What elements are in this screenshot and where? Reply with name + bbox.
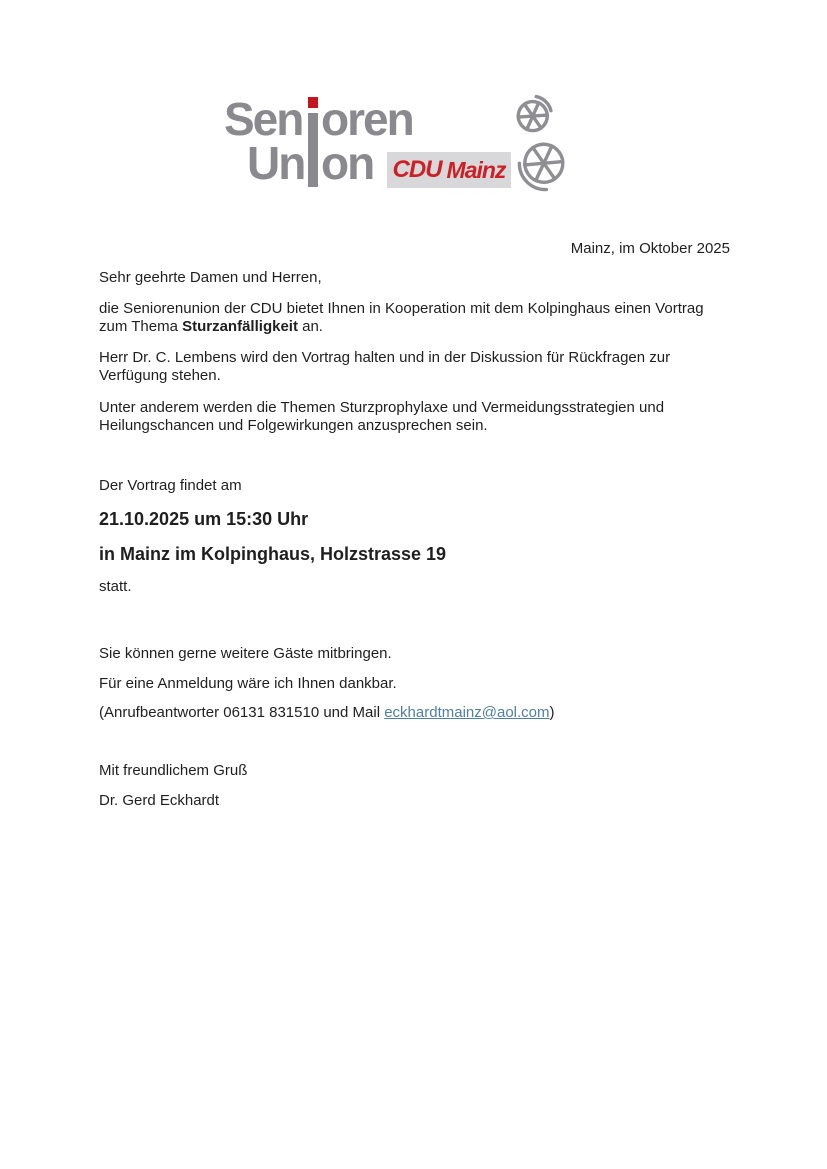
contact-text-after: ) [549, 704, 555, 721]
senioren-union-logo [224, 93, 594, 198]
dateline: Mainz, im Oktober 2025 [570, 240, 730, 257]
logo-word-on: on [321, 137, 374, 189]
guests-line: Sie können gerne weitere Gäste mitbringen. [99, 645, 392, 662]
contact-line [99, 704, 730, 722]
paragraph-themes: Unter anderem werden die Themen Sturzprophylaxe und Vermeidungsstrategien und Heilungschancen und Folgewirkungen anzusprechen sein. [99, 399, 665, 434]
register-line: Für eine Anmeldung wäre ich Ihnen dankbar. [99, 674, 397, 692]
letter-body [99, 240, 730, 810]
salutation: Sehr geehrte Damen und Herren, [99, 268, 322, 286]
logo-word-oren: oren [321, 93, 413, 145]
email-link[interactable]: eckhardtmainz@aol.com [384, 704, 550, 721]
topic-text-before: die Seniorenunion der CDU bietet Ihnen in Kooperation mit dem Kolpinghaus einen Vortrag zum Thema [99, 300, 704, 335]
badge-cdu-label: CDU [392, 156, 442, 183]
cdu-mainz-badge [387, 152, 511, 188]
closing: Mit freundlichem Gruß [99, 761, 248, 779]
event-location: in Mainz im Kolpinghaus, Holzstrasse 19 [99, 543, 447, 564]
topic-bold-term: Sturzanfälligkeit [182, 317, 298, 335]
topic-text-after: an. [297, 317, 323, 335]
logo-i-dot-red [308, 97, 318, 108]
blank-line [99, 609, 730, 645]
event-outro: statt. [99, 577, 132, 595]
blank-line [99, 736, 730, 762]
event-intro: Der Vortrag findet am [99, 477, 242, 494]
event-datetime: 21.10.2025 um 15:30 Uhr [99, 508, 309, 529]
logo-word-sen: Sen [224, 93, 303, 145]
logo-word-un: Un [247, 137, 305, 189]
paragraph-speaker: Herr Dr. C. Lembens wird den Vortrag halten und in der Diskussion für Rückfragen zur Verfügung stehen. [99, 349, 671, 384]
logo-i-stem [308, 113, 318, 187]
contact-text-before: (Anrufbeantworter 06131 831510 und Mail [99, 704, 385, 721]
paragraph-topic [99, 300, 730, 335]
blank-line [99, 449, 730, 477]
badge-mainz-label: Mainz [446, 156, 506, 183]
mainz-wheel-icon [510, 93, 574, 197]
signature: Dr. Gerd Eckhardt [99, 792, 220, 809]
